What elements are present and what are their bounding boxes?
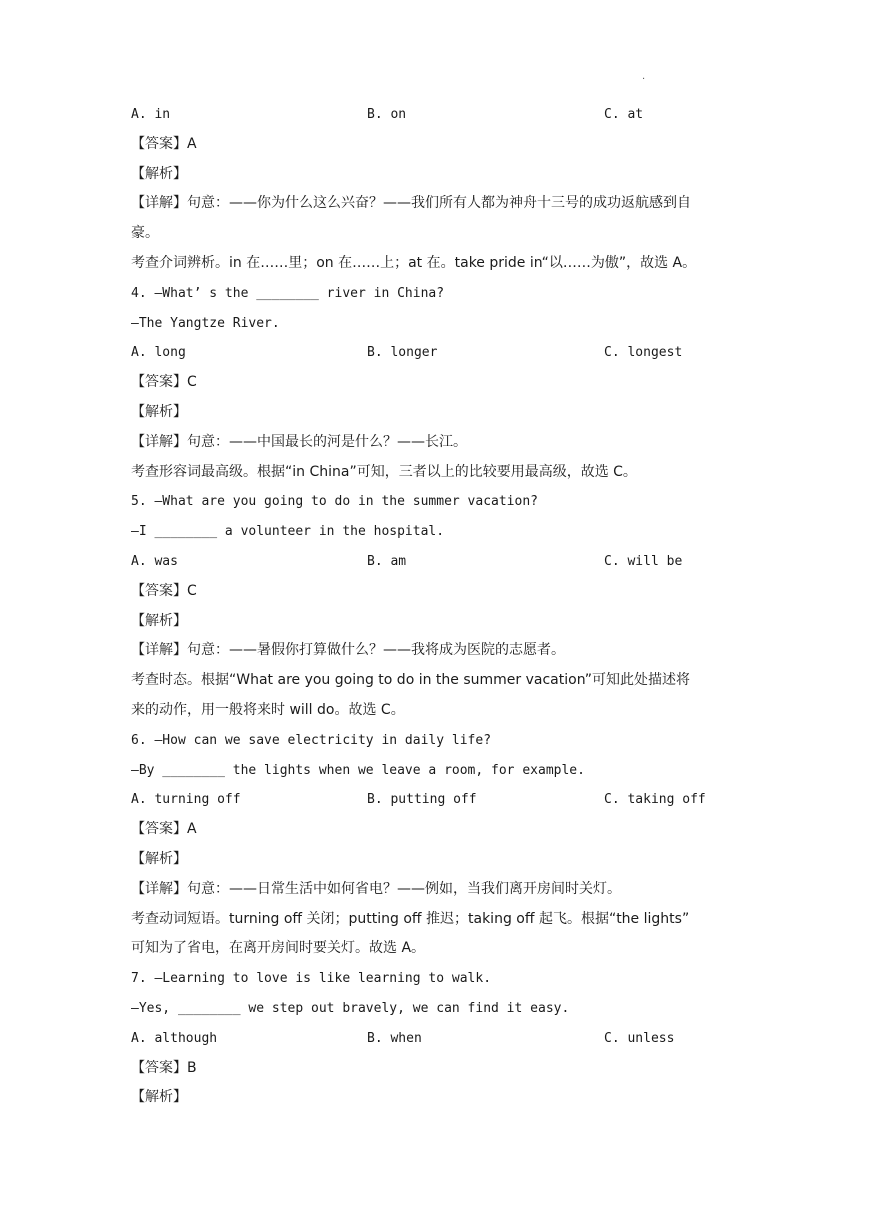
q6-options bbox=[131, 785, 741, 815]
q6-answer: 【答案】A bbox=[131, 821, 197, 838]
q4-explanation: 考查形容词最高级。根据“in China”可知，三者以上的比较要用最高级，故选 C。 bbox=[131, 463, 637, 480]
q7-answer: 【答案】B bbox=[131, 1059, 197, 1076]
q3-option-b: B. on bbox=[367, 107, 407, 122]
q7-stem-line-2: —Yes, ________ we step out bravely, we can find it easy. bbox=[131, 1000, 570, 1016]
q7-options bbox=[131, 1024, 741, 1054]
q6-stem-line-1: 6. —How can we save electricity in daily life? bbox=[131, 732, 492, 748]
q5-detail: 【详解】句意：——暑假你打算做什么？——我将成为医院的志愿者。 bbox=[131, 642, 565, 659]
q6-explanation-line-2: 可知为了省电，在离开房间时要关灯。故选 A。 bbox=[131, 940, 426, 957]
q4-detail: 【详解】句意：——中国最长的河是什么？——长江。 bbox=[131, 433, 467, 450]
q7-stem-line-1: 7. —Learning to love is like learning to walk. bbox=[131, 971, 492, 987]
q3-options bbox=[131, 100, 741, 130]
q6-detail: 【详解】句意：——日常生活中如何省电？——例如，当我们离开房间时关灯。 bbox=[131, 880, 621, 897]
q5-explanation-line-1: 考查时态。根据“What are you going to do in the summer vacation”可知此处描述将 bbox=[131, 672, 691, 689]
q3-explanation: 考查介词辨析。in 在……里；on 在……上；at 在。take pride in“以……为傲”，故选 A。 bbox=[131, 254, 697, 271]
q5-analysis-label: 【解析】 bbox=[131, 612, 187, 629]
q6-option-a: A. turning off bbox=[131, 792, 241, 808]
q6-option-c: C. taking off bbox=[604, 792, 706, 808]
q4-analysis-label: 【解析】 bbox=[131, 403, 187, 420]
q5-option-c: C. will be bbox=[604, 553, 683, 569]
q5-option-b: B. am bbox=[367, 553, 407, 569]
q6-analysis-label: 【解析】 bbox=[131, 850, 187, 867]
q4-option-a: A. long bbox=[131, 345, 186, 361]
q3-option-a: A. in bbox=[131, 107, 171, 122]
q7-option-a: A. although bbox=[131, 1030, 218, 1046]
q5-explanation-line-2: 来的动作，用一般将来时 will do。故选 C。 bbox=[131, 701, 405, 718]
header-dot: . bbox=[642, 71, 646, 82]
q7-analysis-label: 【解析】 bbox=[131, 1089, 187, 1106]
q7-option-c: C. unless bbox=[604, 1030, 675, 1046]
q3-detail-line-1: 【详解】句意：——你为什么这么兴奋？——我们所有人都为神舟十三号的成功返航感到自 bbox=[131, 195, 691, 212]
q4-options bbox=[131, 338, 741, 368]
q5-stem-line-2: —I ________ a volunteer in the hospital. bbox=[131, 524, 445, 540]
q4-stem-line-2: —The Yangtze River. bbox=[131, 315, 280, 331]
q4-option-b: B. longer bbox=[367, 345, 438, 361]
q3-option-c: C. at bbox=[604, 107, 644, 122]
q5-answer: 【答案】C bbox=[131, 582, 197, 599]
q4-option-c: C. longest bbox=[604, 345, 683, 361]
q4-stem-line-1: 4. —What’ s the ________ river in China? bbox=[131, 285, 445, 301]
q5-stem-line-1: 5. —What are you going to do in the summer vacation? bbox=[131, 494, 538, 510]
q5-options bbox=[131, 547, 741, 577]
q7-option-b: B. when bbox=[367, 1030, 422, 1046]
q3-detail-line-2: 豪。 bbox=[131, 225, 159, 242]
q6-explanation-line-1: 考查动词短语。turning off 关闭；putting off 推迟；taking off 起飞。根据“the lights” bbox=[131, 910, 690, 927]
q5-option-a: A. was bbox=[131, 553, 178, 569]
q4-answer: 【答案】C bbox=[131, 374, 197, 391]
q6-option-b: B. putting off bbox=[367, 792, 477, 808]
q3-analysis-label: 【解析】 bbox=[131, 165, 187, 182]
document-content bbox=[131, 100, 741, 1113]
q6-stem-line-2: —By ________ the lights when we leave a room, for example. bbox=[131, 762, 585, 778]
q3-answer: 【答案】A bbox=[131, 135, 197, 152]
